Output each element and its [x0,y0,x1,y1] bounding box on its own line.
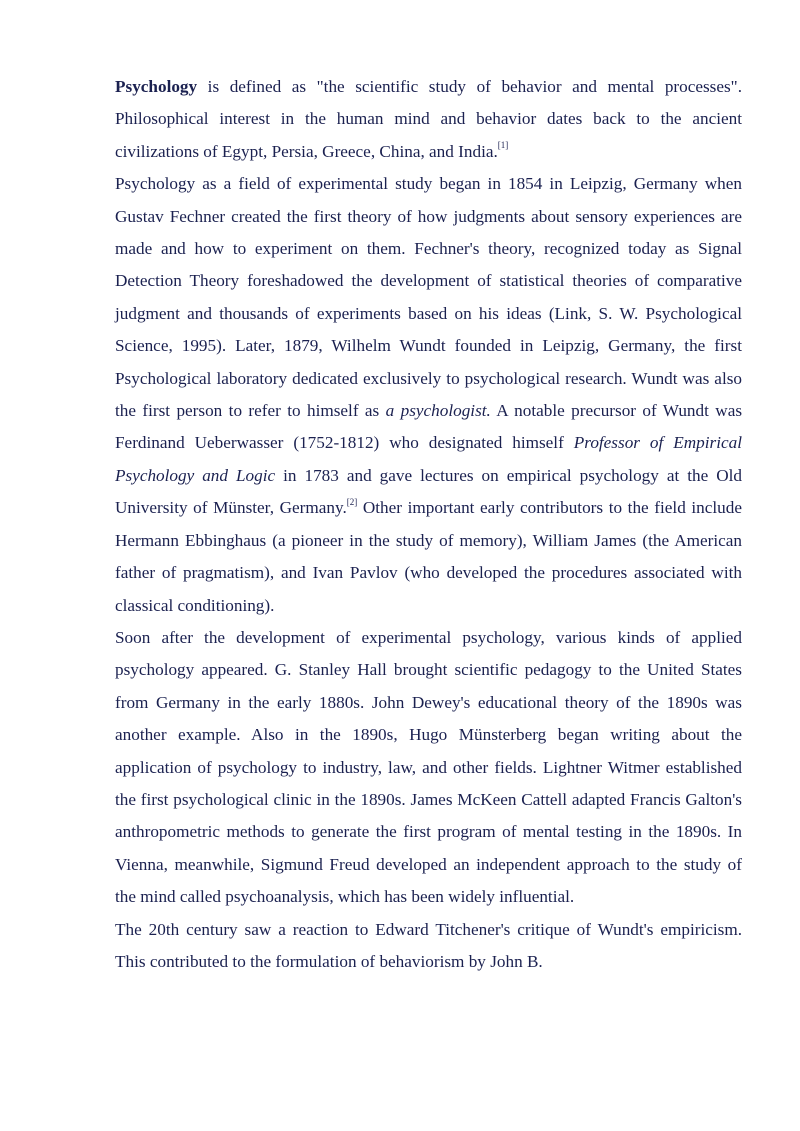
term-psychology: Psychology [115,77,198,96]
paragraph-text: in 1783 and gave lectures on empirical psychology at the Old University of Münster, Germany. [115,465,742,518]
paragraph-text: is defined as "the scientific study of behavior and mental processes". Philosophical interest in the human mind and behavior dates back to the ancient civilizations of Egypt, Persia, Greece, China, and India. [115,77,742,161]
paragraph-20th-century [115,914,742,979]
paragraph-text: Soon after the development of experimental psychology, various kinds of applied psychology appeared. G. Stanley Hall brought scientific pedagogy to the United States from Germany in the early 1880s. John Dewey's educational theory of the 1890s was another example. Also in the 1890s, Hugo Münsterberg began writing about the application of psychology to industry, law, and other fields. Lightner Witmer established the first psychological clinic in the 1890s. James McKeen Cattell adapted Francis Galton's anthropometric methods to generate the first program of mental testing in the 1890s. In Vienna, meanwhile, Sigmund Freud developed an independent approach to the study of the mind called psychoanalysis, which has been widely influential. [115,627,742,907]
citation-ref[interactable]: [1] [497,140,509,151]
citation-ref[interactable]: [2] [346,496,358,507]
paragraph-text: Psychology as a field of experimental study began in 1854 in Leipzig, Germany when Gustav Fechner created the first theory of how judgments about sensory experiences are made and how to experiment on them. Fechner's theory, recognized today as Signal Detection Theory foreshadowed the development of statistical theories of comparative judgment and thousands of experiments based on his ideas (Link, S. W. Psychological Science, 1995). Later, 1879, Wilhelm Wundt founded in Leipzig, Germany, the first Psychological laboratory dedicated exclusively to psychological research. Wundt was also the first person to refer to himself as [115,174,742,421]
paragraph-applied [115,622,742,914]
paragraph-history [115,168,742,622]
italic-phrase: a psychologist. [385,401,491,421]
paragraph-text: Other important early contributors to the field include Hermann Ebbinghaus (a pioneer in the study of memory), William James (the American father of pragmatism), and Ivan Pavlov (who developed the procedures associated with classical conditioning). [115,498,742,615]
document-page [115,71,742,978]
paragraph-definition [115,71,742,168]
italic-title: Professor of Empirical Psychology and Logic [115,433,742,485]
paragraph-text: A notable precursor of Wundt was Ferdinand Ueberwasser (1752-1812) who designated himself [115,401,743,453]
paragraph-text: The 20th century saw a reaction to Edward Titchener's critique of Wundt's empiricism. This contributed to the formulation of behaviorism by John B. [115,919,742,971]
